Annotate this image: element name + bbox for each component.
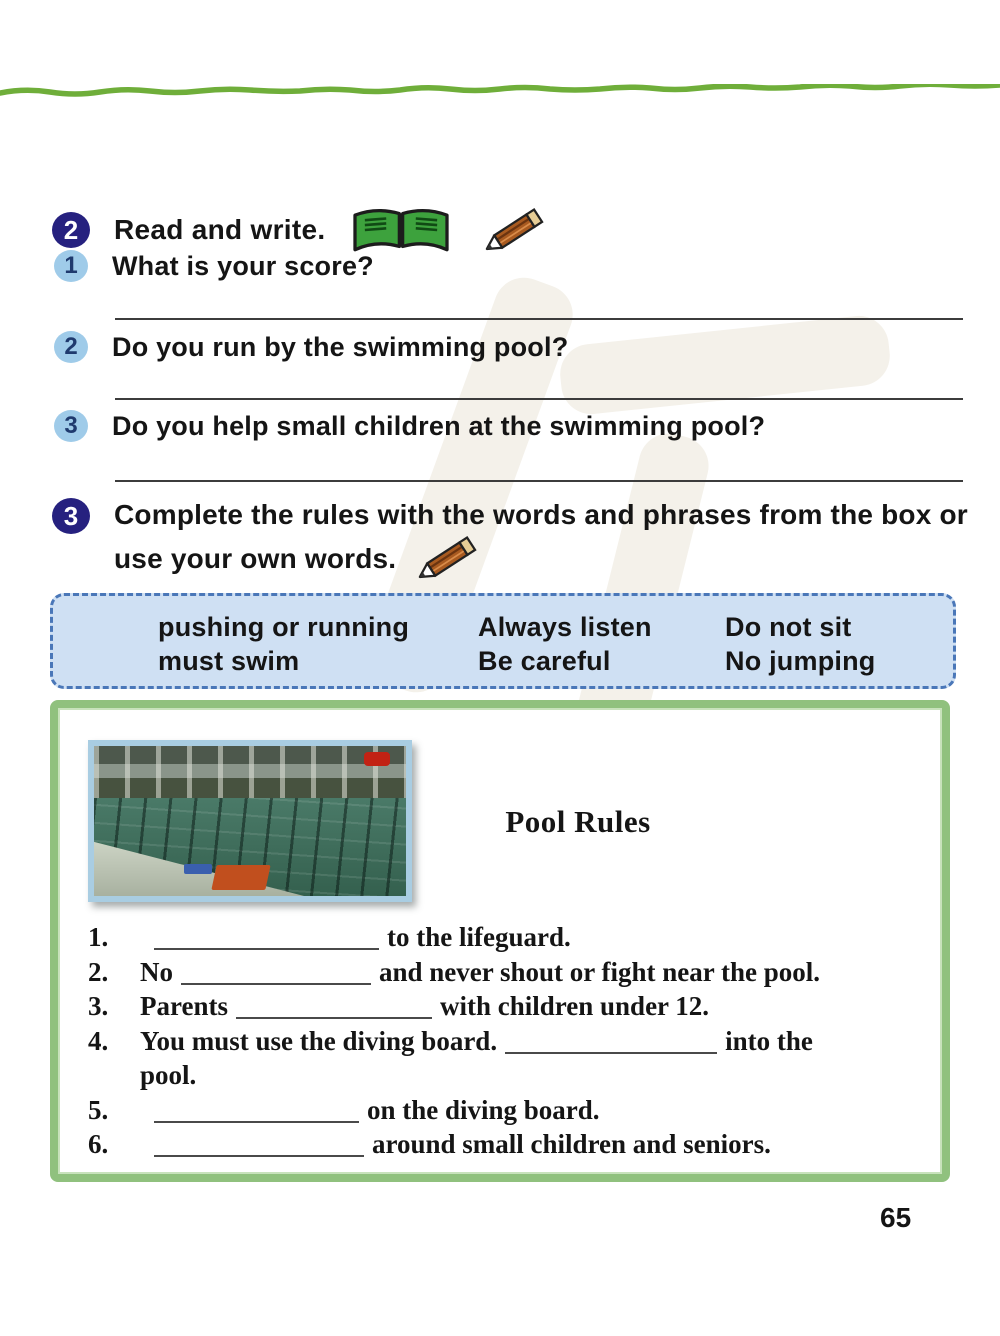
rule-blank-2 [181,956,371,985]
exercise3-title-line2: use your own words. [114,532,968,584]
rule-item-4 [88,1024,928,1093]
rule-number: 4. [88,1025,109,1056]
pencil-icon [410,532,486,584]
watermark-shape [557,313,893,417]
rule-text: around small children and seniors. [372,1129,771,1159]
exercise3-header [52,498,968,584]
exercise2-header [52,204,553,256]
word-box-column-3 [725,610,875,678]
word-box [50,593,956,689]
rule-text: Parents [140,991,228,1021]
rule-text: and never shout or fight near the pool. [379,956,821,987]
pool-photo [88,740,412,902]
pool-photo-building [94,746,406,798]
rule-text: into the [725,1025,813,1056]
rule-item-5 [88,1093,928,1128]
question-1 [54,250,374,282]
rule-text-wrap: pool. [140,1060,197,1090]
question-2 [54,331,568,363]
exercise2-badge: 2 [52,212,90,248]
answer-line-2 [115,398,963,400]
rule-item-6 [88,1127,928,1162]
exercise2-title: Read and write. [114,214,326,245]
phrase-pushing-or-running: pushing or running [158,612,410,642]
answer-line-3 [115,480,963,482]
phrase-no-jumping: No jumping [725,646,876,676]
pool-photo-red-sign [364,752,390,766]
rule-text: No [140,956,173,987]
rule-text: on the diving board. [367,1094,600,1125]
rule-number: 2. [88,956,109,987]
exercise3-title [114,498,968,584]
rule-text: to the lifeguard. [387,922,571,952]
rule-number: 3. [88,991,109,1021]
word-box-column-1 [158,610,409,678]
question-1-text: What is your score? [112,250,374,281]
rule-number: 6. [88,1129,109,1159]
question-1-badge: 1 [54,250,88,282]
phrase-do-not-sit: Do not sit [725,612,852,642]
rule-blank-4 [505,1025,717,1054]
question-3-badge: 3 [54,410,88,442]
phrase-always-listen: Always listen [478,612,652,642]
page-number: 65 [880,1202,912,1233]
rule-blank-6 [154,1128,364,1157]
answer-line-1 [115,318,963,320]
rule-text: with children under 12. [440,991,710,1021]
question-2-text: Do you run by the swimming pool? [112,331,569,362]
question-3 [54,410,765,442]
rule-number: 5. [88,1094,109,1125]
pool-photo-blue-object [184,864,212,874]
phrase-must-swim: must swim [158,646,300,676]
open-book-icon [349,207,453,253]
word-box-column-2 [478,610,652,678]
rule-number: 1. [88,922,109,952]
rule-text: You must use the diving board. [140,1025,498,1056]
pencil-icon [477,204,553,256]
pool-photo-orange-object [211,865,270,890]
rule-blank-1 [154,921,379,950]
rule-blank-5 [154,1094,359,1123]
rule-blank-3 [236,990,432,1019]
rule-item-2 [88,955,928,990]
question-2-badge: 2 [54,331,88,363]
pool-rules-panel [50,700,950,1182]
pool-rules-title: Pool Rules [505,804,651,839]
rule-item-3 [88,989,928,1024]
phrase-be-careful: Be careful [478,646,611,676]
rule-item-1 [88,920,928,955]
pool-rules-list [88,920,928,1162]
exercise3-badge: 3 [52,498,90,534]
exercise3-title-line1: Complete the rules with the words and phrases from the box or [114,499,968,530]
question-3-text: Do you help small children at the swimming pool? [112,410,766,441]
top-divider-line [0,84,1000,106]
